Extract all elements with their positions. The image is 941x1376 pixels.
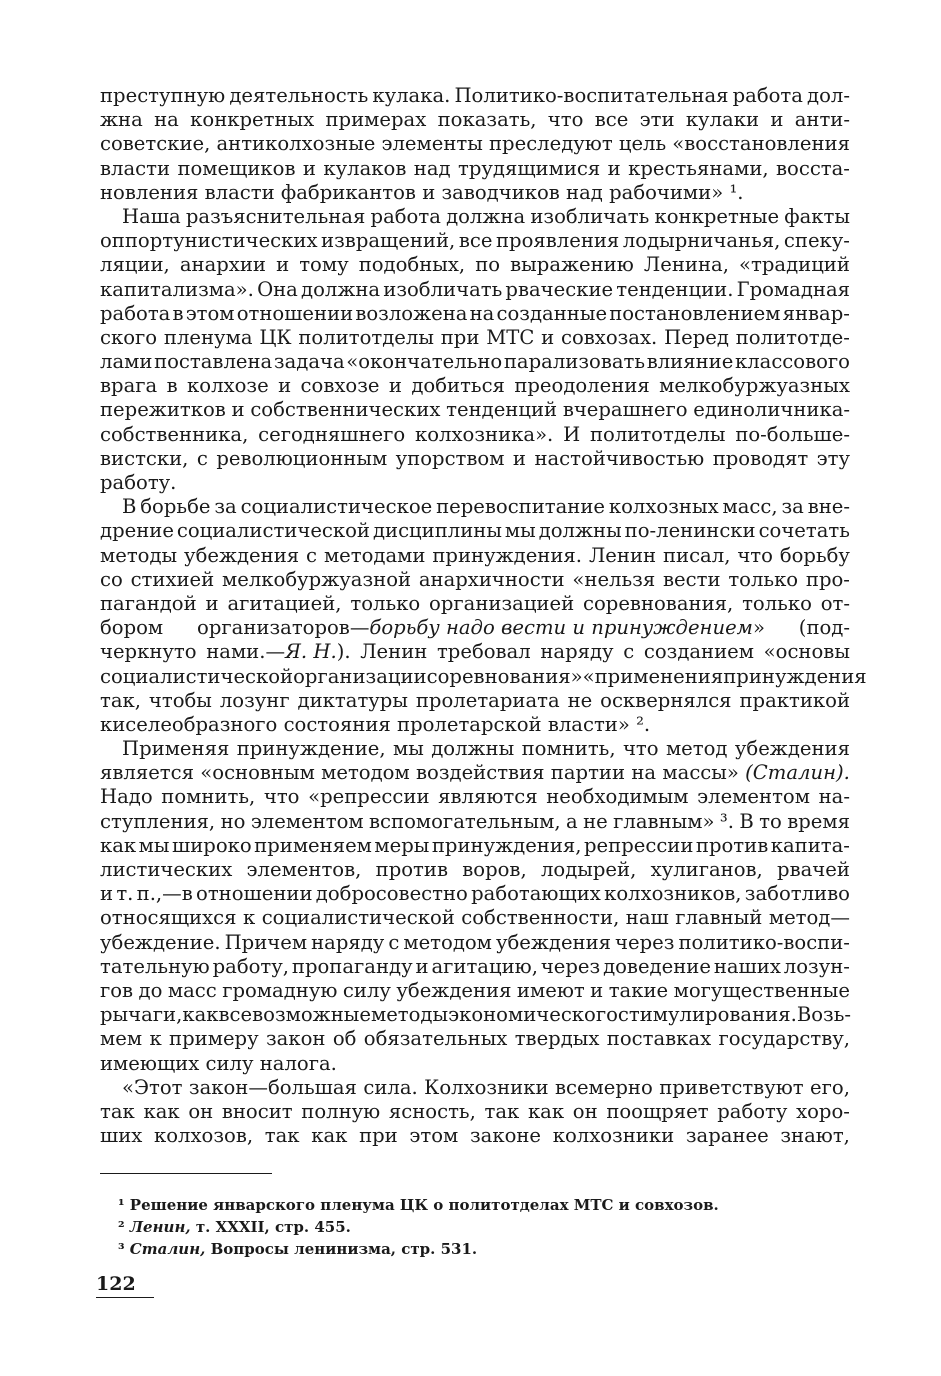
footnote-mark: ² [118, 1218, 130, 1236]
text-line: жна на конкретных примерах показать, что все эти кулаки и анти- [100, 108, 850, 132]
text-line: ляции, анархии и тому подобных, по выражению Ленина, «традиций [100, 253, 850, 277]
text-line: «Этот закон—большая сила. Колхозники всемерно приветствуют его, [122, 1075, 850, 1099]
footnote-mark: ¹ [118, 1196, 130, 1214]
text-line: тательную работу, пропаганду и агитацию, через доведение наших лозун- [100, 954, 850, 978]
text-line: работа в этом отношении возложена на созданные постановлением январ- [100, 301, 850, 325]
text-line: пережитков и собственнических тенденций вчерашнего единоличника- [100, 398, 850, 422]
footnotes [118, 1194, 818, 1260]
text-line: вистски, с революционным упорством и настойчивостью проводят эту [100, 446, 850, 470]
text-line: листических элементов, против воров, лодырей, хулиганов, рвачей [100, 858, 850, 881]
text-line: новления власти фабрикантов и заводчиков над рабочими» ¹. [100, 180, 744, 204]
text-line: оппортунистических извращений, все проявления лодырничанья, спеку- [100, 229, 850, 253]
page-number: 122 [96, 1273, 136, 1295]
text-line: Надо помнить, что «репрессии являются необходимым элементом на- [100, 785, 850, 809]
text-line: киселеобразного состояния пролетарской власти» ². [100, 712, 651, 736]
text-line: методы убеждения с методами принуждения. Ленин писал, что борьбу [100, 543, 850, 567]
text-line: черкнуто нами.—Я. Н.). Ленин требовал наряду с созданием «основы [100, 640, 850, 664]
text-line: является «основным методом воздействия партии на массы» (Сталин). [100, 761, 850, 785]
text-line: собственника, сегодняшнего колхозника». И политотделы по-больше- [100, 422, 850, 446]
footnote-separator [100, 1173, 272, 1174]
text-line: ших колхозов, так как при этом законе колхозники заранее знают, [100, 1124, 850, 1148]
text-line: имеющих силу налога. [100, 1051, 337, 1075]
text-line: и т. п.,—в отношении добросовестно работающих колхозников, заботливо [100, 882, 850, 906]
text-line: Применяя принуждение, мы должны помнить, что метод убеждения [122, 737, 850, 761]
text-line: относящихся к социалистической собственности, наш главный метод— [100, 906, 850, 930]
text-line: пагандой и агитацией, только организацией соревнования, только от- [100, 591, 850, 615]
footnote: ³ Сталин, Вопросы ленинизма, стр. 531. [118, 1240, 478, 1258]
text-line: социалистической организации соревнования» «применения принуждения [100, 664, 867, 688]
text-line: ского пленума ЦК политотделы при МТС и совхозах. Перед политотде- [100, 325, 850, 349]
text-line: врага в колхозе и совхозе и добиться преодоления мелкобуржуазных [100, 374, 850, 398]
text-line: так, чтобы лозунг диктатуры пролетариата не осквернялся практикой [100, 688, 850, 712]
page-number-underline [96, 1297, 154, 1298]
text-line: со стихией мелкобуржуазной анархичности «нельзя вести только про- [100, 567, 850, 591]
text-line: Наша разъяснительная работа должна изобличать конкретные факты [122, 204, 850, 228]
text-line: работу. [100, 471, 177, 494]
body-text [100, 84, 867, 1148]
text-line: убеждение. Причем наряду с методом убеждения через политико-воспи- [100, 930, 850, 954]
text-line: власти помещиков и кулаков над трудящимися и крестьянами, восста- [100, 156, 850, 180]
text-line: гов до масс громадную силу убеждения имеют и такие могущественные [100, 978, 850, 1002]
text-line: лами поставлена задача «окончательно парализовать влияние классового [100, 350, 850, 374]
footnote: ² Ленин, т. XXXII, стр. 455. [118, 1218, 351, 1236]
text-line: рычаги, как всевозможные методы экономического стимулирования. Возь- [100, 1003, 851, 1027]
text-line: как мы широко применяем меры принуждения, репрессии против капита- [100, 833, 850, 857]
text-line: советские, антиколхозные элементы преследуют цель «восстановления [100, 132, 850, 156]
footnote: ¹ Решение январского пленума ЦК о политотделах МТС и совхозов. [118, 1196, 719, 1214]
text-line: мем к примеру закон об обязательных твердых поставках государству, [100, 1027, 850, 1051]
text-line: В борьбе за социалистическое перевоспитание колхозных масс, за вне- [122, 495, 850, 519]
text-line: бором организаторов—борьбу надо вести и принуждением» (под- [100, 616, 850, 640]
text-line: дрение социалистической дисциплины мы должны по-ленински сочетать [100, 519, 850, 543]
text-line: преступную деятельность кулака. Политико-воспитательная работа дол- [100, 84, 850, 107]
footnote-mark: ³ [118, 1240, 130, 1258]
text-line: капитализма». Она должна изобличать рваческие тенденции. Громадная [100, 277, 850, 301]
text-line: так как он вносит полную ясность, так как он поощряет работу хоро- [100, 1099, 850, 1123]
text-line: ступления, но элементом вспомогательным, а не главным» ³. В то время [100, 809, 850, 833]
